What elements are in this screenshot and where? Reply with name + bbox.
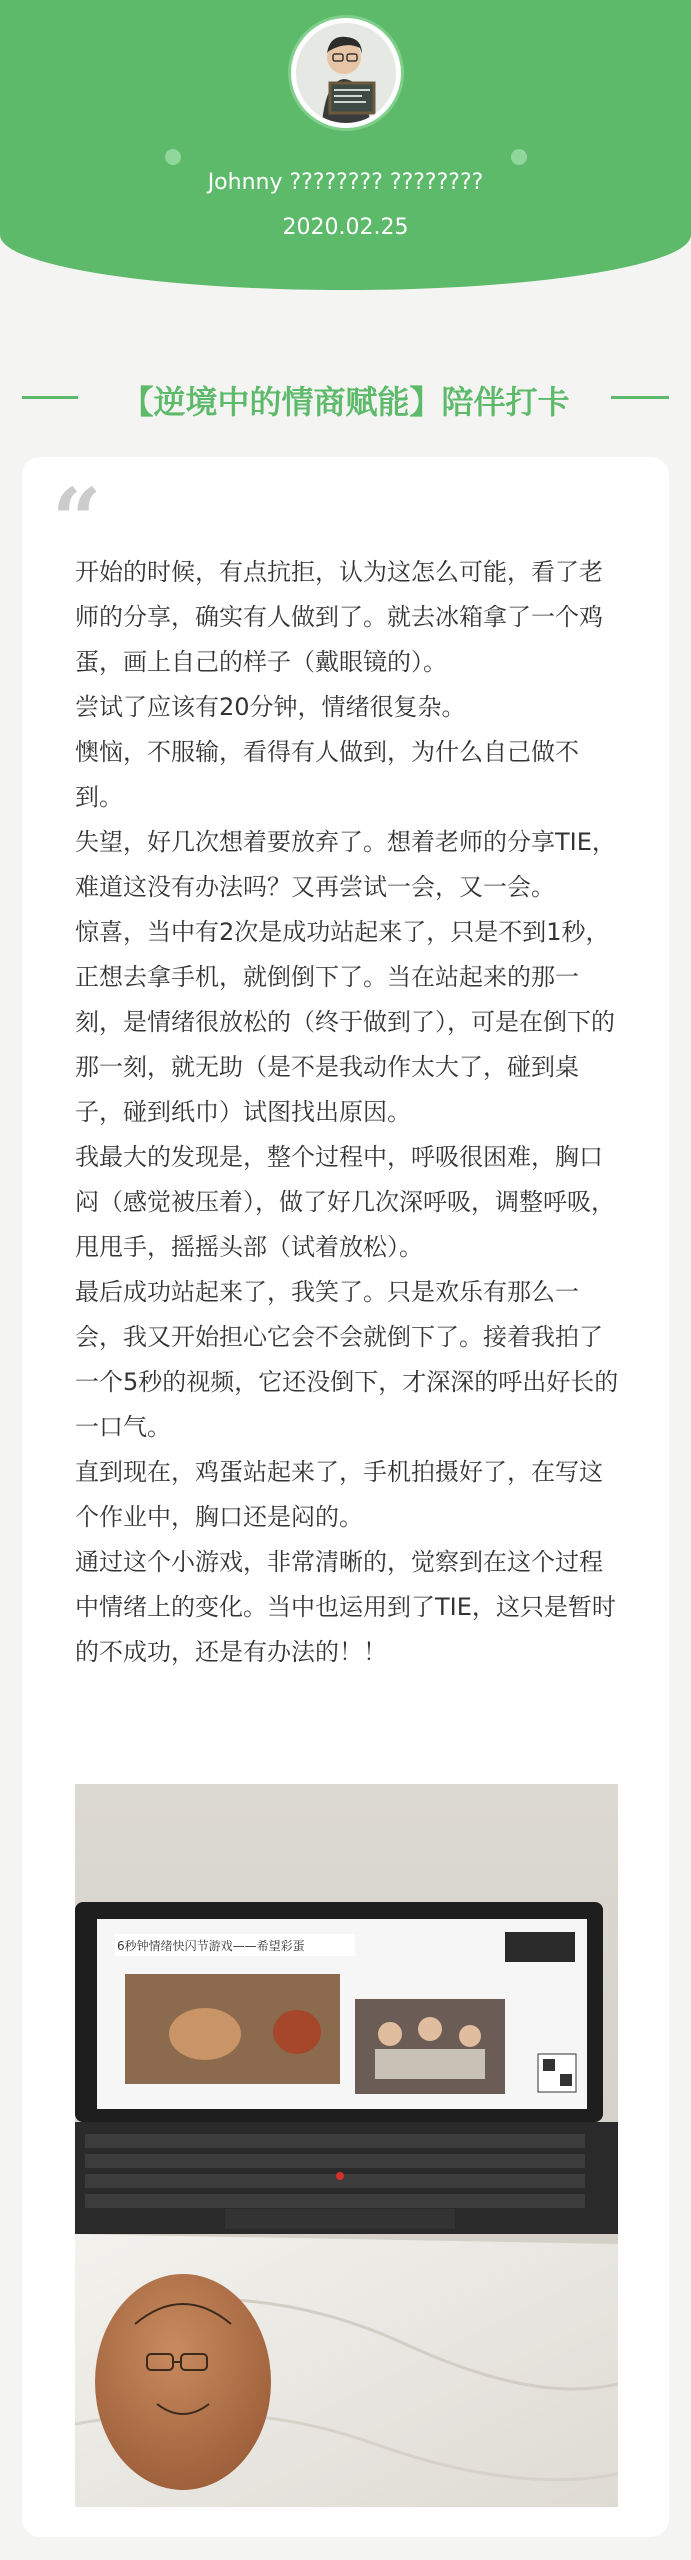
avatar-photo bbox=[296, 23, 396, 123]
article-photo[interactable] bbox=[75, 1784, 618, 2507]
decor-dot-left bbox=[165, 149, 181, 165]
article-content bbox=[75, 550, 620, 1675]
paragraph: 失望，好几次想着要放弃了。想着老师的分享TIE，难道这没有办法吗？又再尝试一会，又一会。 bbox=[75, 828, 616, 901]
section-title bbox=[0, 375, 691, 419]
paragraph: 懊恼，不服输，看得有人做到，为什么自己做不到。 bbox=[75, 738, 579, 811]
author-name: Johnny ???????? ???????? bbox=[207, 170, 484, 195]
paragraph: 尝试了应该有20分钟，情绪很复杂。 bbox=[75, 693, 466, 721]
avatar[interactable] bbox=[291, 18, 401, 128]
paragraph: 我最大的发现是，整个过程中，呼吸很困难，胸口闷（感觉被压着），做了好几次深呼吸，调整呼吸，甩甩手，摇摇头部（试着放松）。 bbox=[75, 1143, 615, 1261]
post-date: 2020.02.25 bbox=[282, 215, 409, 240]
paragraph: 惊喜，当中有2次是成功站起来了，只是不到1秒，正想去拿手机，就倒倒下了。当在站起来的那一刻，是情绪很放松的（终于做到了），可是在倒下的那一刻，就无助（是不是我动作太大了，碰到桌子，碰到纸巾）试图找出原因。 bbox=[75, 918, 615, 1126]
title-divider-right bbox=[611, 396, 669, 399]
slide-title: 6秒钟情绪快闪节游戏——希望彩蛋 bbox=[117, 1939, 305, 1953]
paragraph: 通过这个小游戏，非常清晰的，觉察到在这个过程中情绪上的变化。当中也运用到了TIE，这只是暂时的不成功，还是有办法的！！ bbox=[75, 1548, 616, 1666]
paragraph: 直到现在，鸡蛋站起来了，手机拍摄好了，在写这个作业中，胸口还是闷的。 bbox=[75, 1458, 603, 1531]
decor-dot-right bbox=[511, 149, 527, 165]
quote-mark-icon: “ bbox=[52, 470, 102, 571]
section-title-text: 【逆境中的情商赋能】陪伴打卡 bbox=[121, 383, 570, 421]
paragraph: 开始的时候，有点抗拒，认为这怎么可能，看了老师的分享，确实有人做到了。就去冰箱拿了一个鸡蛋，画上自己的样子（戴眼镜的）。 bbox=[75, 558, 603, 676]
paragraph: 最后成功站起来了，我笑了。只是欢乐有那么一会，我又开始担心它会不会就倒下了。接着我拍了一个5秒的视频，它还没倒下，才深深的呼出好长的一口气。 bbox=[75, 1278, 619, 1441]
